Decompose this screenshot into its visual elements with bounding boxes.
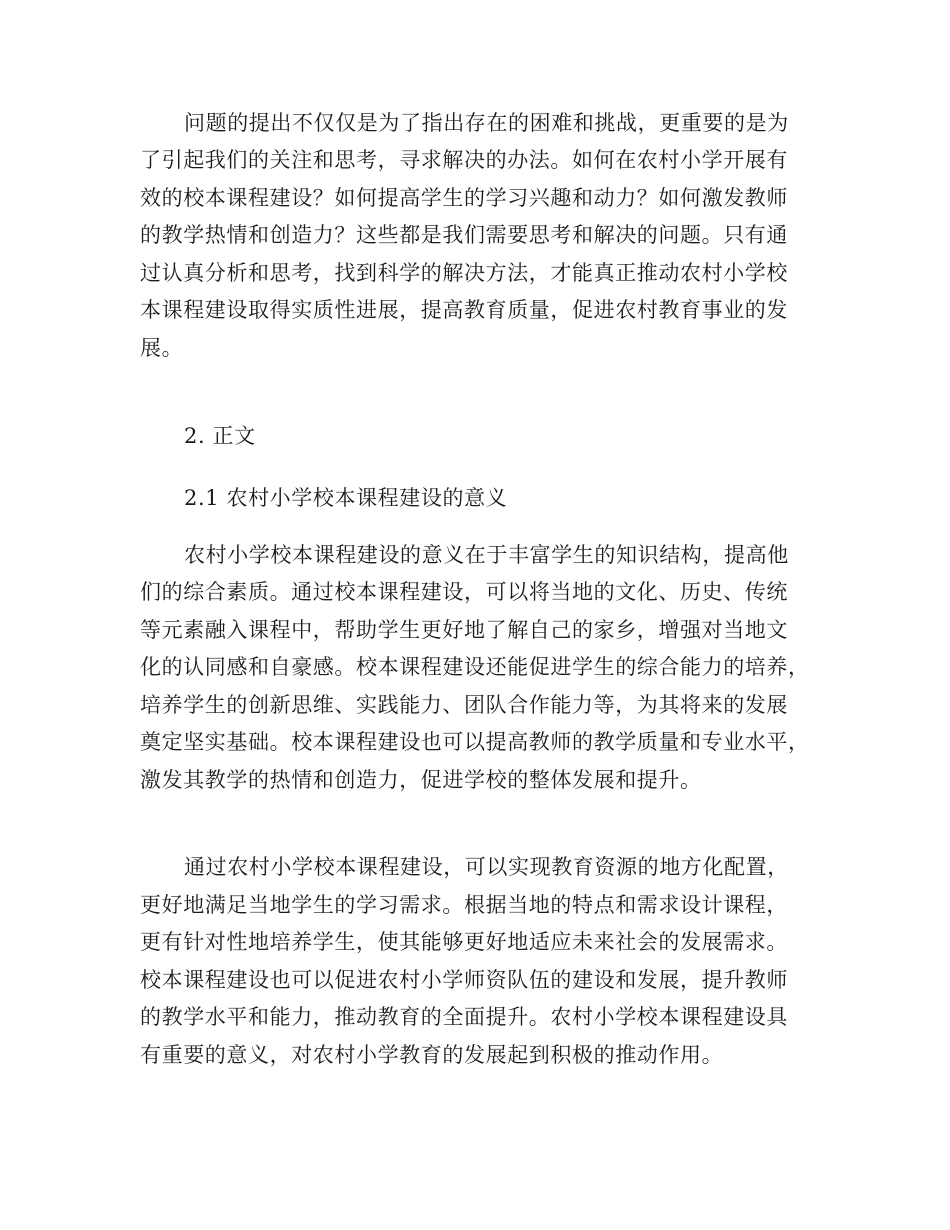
paragraph-significance-line-4: 化的认同感和自豪感。校本课程建设还能促进学生的综合能力的培养，	[140, 655, 810, 679]
paragraph-resources-line-5: 的教学水平和能力，推动教育的全面提升。农村小学校本课程建设具	[140, 1005, 788, 1029]
paragraph-significance-line-3: 等元素融入课程中，帮助学生更好地了解自己的家乡，增强对当地文	[140, 618, 788, 642]
paragraph-resources-line-2: 更好地满足当地学生的学习需求。根据当地的特点和需求设计课程，	[140, 893, 788, 917]
paragraph-intro-line-3: 效的校本课程建设？如何提高学生的学习兴趣和动力？如何激发教师	[140, 186, 788, 210]
paragraph-resources-line-4: 校本课程建设也可以促进农村小学师资队伍的建设和发展，提升教师	[140, 968, 788, 992]
paragraph-significance-line-5: 培养学生的创新思维、实践能力、团队合作能力等，为其将来的发展	[140, 693, 788, 717]
paragraph-resources-line-1: 通过农村小学校本课程建设，可以实现教育资源的地方化配置，	[184, 855, 789, 879]
paragraph-intro-line-2: 了引起我们的关注和思考，寻求解决的办法。如何在农村小学开展有	[140, 148, 788, 172]
paragraph-significance-line-7: 激发其教学的热情和创造力，促进学校的整体发展和提升。	[140, 768, 702, 792]
paragraph-intro-line-7: 展。	[140, 336, 184, 360]
section-heading: 2. 正文	[184, 424, 256, 448]
paragraph-resources-line-3: 更有针对性地培养学生，使其能够更好地适应未来社会的发展需求。	[140, 930, 788, 954]
subsection-heading: 2.1 农村小学校本课程建设的意义	[184, 486, 508, 510]
paragraph-significance-line-2: 们的综合素质。通过校本课程建设，可以将当地的文化、历史、传统	[140, 580, 788, 604]
paragraph-significance-line-1: 农村小学校本课程建设的意义在于丰富学生的知识结构，提高他	[184, 543, 789, 567]
paragraph-resources-line-6: 有重要的意义，对农村小学教育的发展起到积极的推动作用。	[140, 1043, 724, 1067]
paragraph-intro-line-5: 过认真分析和思考，找到科学的解决方法，才能真正推动农村小学校	[140, 261, 788, 285]
paragraph-significance-line-6: 奠定坚实基础。校本课程建设也可以提高教师的教学质量和专业水平，	[140, 730, 810, 754]
paragraph-intro-line-1: 问题的提出不仅仅是为了指出存在的困难和挑战，更重要的是为	[184, 111, 789, 135]
paragraph-intro-line-6: 本课程建设取得实质性进展，提高教育质量，促进农村教育事业的发	[140, 298, 788, 322]
paragraph-intro-line-4: 的教学热情和创造力？这些都是我们需要思考和解决的问题。只有通	[140, 223, 788, 247]
